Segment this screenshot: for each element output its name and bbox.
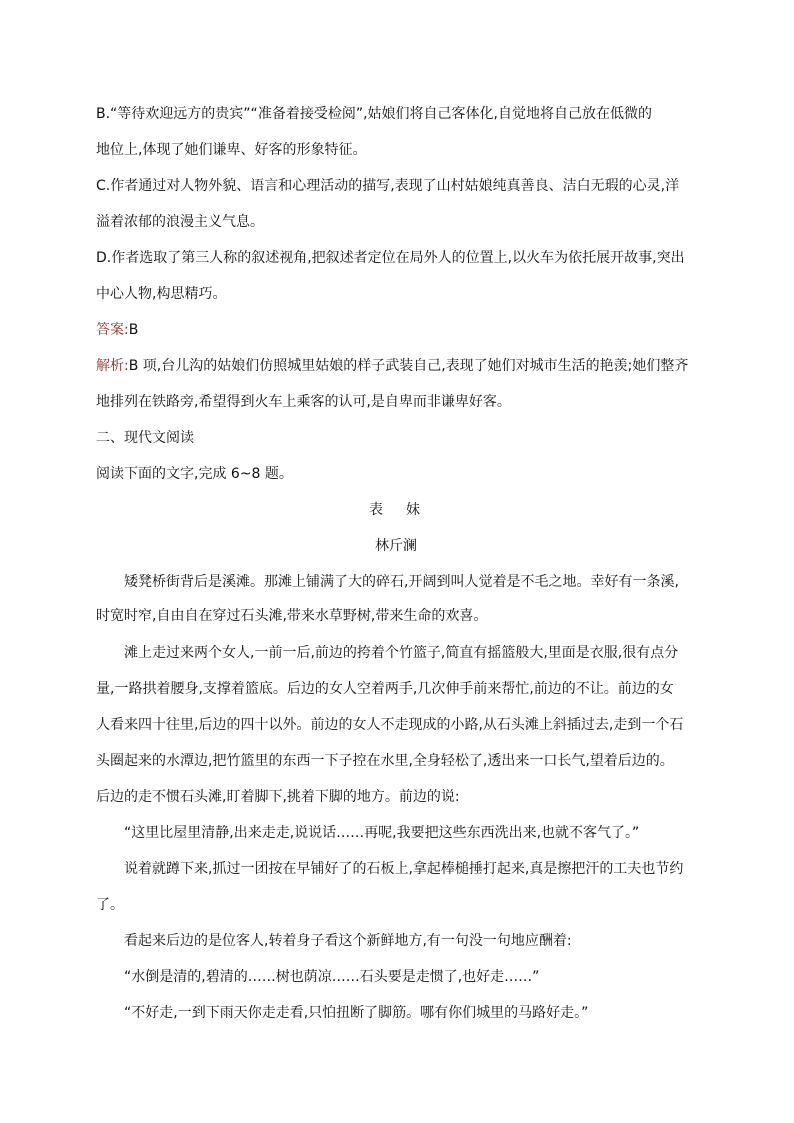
option-c-line-2: 溢着浓郁的浪漫主义气息。 — [96, 214, 264, 230]
dialogue-quote-2: “水倒是清的,碧清的……树也荫凉……石头要是走惯了,也好走……” — [124, 969, 540, 985]
paragraph-2-line-2: 量,一路拱着腰身,支撑着篮底。后边的女人空着两手,几次伸手前来帮忙,前边的不让。前边的女 — [96, 681, 674, 697]
paragraph-1-line-2: 时宽时窄,自由自在穿过石头滩,带来水草野树,带来生命的欢喜。 — [96, 608, 488, 624]
story-author: 林斤澜 — [375, 538, 417, 554]
analysis-line-1: B 项,台儿沟的姑娘们仿照城里姑娘的样子武装自己,表现了她们对城市生活的艳羡;她们整齐 — [128, 358, 689, 374]
analysis-line-2: 地排列在铁路旁,希望得到火车上乘客的认可,是自卑而非谦卑好客。 — [96, 394, 511, 410]
dialogue-quote-1: “这里比屋里清静,出来走走,说说话……再呢,我要把这些东西洗出来,也就不客气了。” — [124, 825, 640, 841]
dialogue-quote-3: “不好走,一到下雨天你走走看,只怕扭断了脚筋。哪有你们城里的马路好走。” — [124, 1005, 589, 1021]
paragraph-3-line-1: 说着就蹲下来,抓过一团按在早铺好了的石板上,拿起棒槌捶打起来,真是擦把汗的工夫也节约 — [124, 861, 684, 877]
paragraph-2-line-1: 滩上走过来两个女人,一前一后,前边的挎着个竹篮子,简直有摇篮般大,里面是衣服,很有点分 — [124, 645, 679, 661]
analysis-row — [96, 356, 688, 376]
answer-label: 答案: — [96, 322, 129, 338]
paragraph-3-line-2: 了。 — [96, 897, 124, 913]
paragraph-2-line-3: 人看来四十往里,后边的四十以外。前边的女人不走现成的小路,从石头滩上斜插过去,走到一个石 — [96, 717, 684, 733]
analysis-label: 解析: — [96, 358, 129, 374]
option-c-line-1: C.作者通过对人物外貌、语言和心理活动的描写,表现了山村姑娘纯真善良、洁白无瑕的心灵,洋 — [96, 178, 680, 194]
answer-row — [96, 320, 138, 340]
paragraph-2-line-4: 头圈起来的水潭边,把竹篮里的东西一下子控在水里,全身轻松了,透出来一口长气,望着后边的。 — [96, 753, 674, 769]
section-instruction: 阅读下面的文字,完成 6~8 题。 — [96, 466, 293, 482]
option-d-line-2: 中心人物,构思精巧。 — [96, 286, 227, 302]
paragraph-4-line-1: 看起来后边的是位客人,转着身子看这个新鲜地方,有一句没一句地应酬着: — [124, 933, 572, 949]
section-heading: 二、现代文阅读 — [96, 430, 194, 446]
paragraph-2-line-5: 后边的走不惯石头滩,盯着脚下,挑着下脚的地方。前边的说: — [96, 789, 460, 805]
story-title-char-1: 表 — [369, 502, 383, 518]
option-d-line-1: D.作者选取了第三人称的叙述视角,把叙述者定位在局外人的位置上,以火车为依托展开故事,突出 — [96, 250, 685, 266]
paragraph-1-line-1: 矮凳桥街背后是溪滩。那滩上铺满了大的碎石,开阔到叫人觉着是不毛之地。幸好有一条溪, — [124, 574, 679, 590]
option-b-line-2: 地位上,体现了她们谦卑、好客的形象特征。 — [96, 142, 367, 158]
option-b-line-1: B.“等待欢迎远方的贵宾”“准备着接受检阅”,姑娘们将自己客体化,自觉地将自己放在低微的 — [96, 106, 652, 122]
story-title-char-2: 妹 — [406, 502, 420, 518]
answer-value: B — [128, 322, 139, 338]
